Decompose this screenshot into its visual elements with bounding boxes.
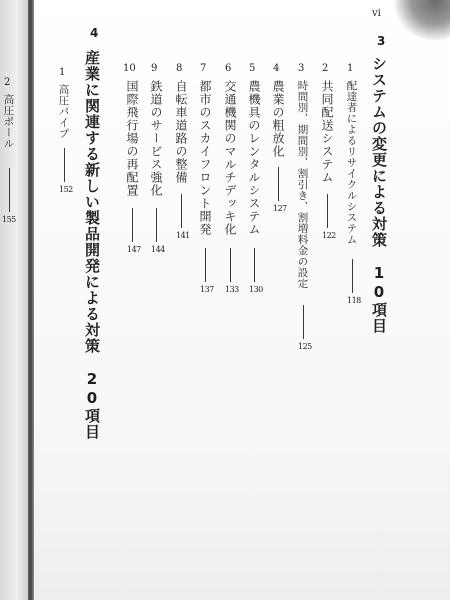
section4-number: 4	[90, 26, 99, 40]
toc-item-number: 7	[200, 63, 207, 74]
toc-item-number: 4	[273, 63, 280, 74]
toc-item-number: 2	[322, 63, 329, 74]
toc-item-page: 133	[225, 285, 239, 294]
toc-item-title: 農機具のレンタルシステム	[247, 80, 261, 236]
toc-item-title: 自転車道路の整備	[174, 80, 188, 184]
toc-item-page: 127	[273, 204, 287, 213]
left-item-title: 高圧ポール	[2, 94, 15, 149]
toc-item-number: 6	[225, 63, 232, 74]
toc-item-title: 高圧パイプ	[57, 84, 70, 139]
left-leader-line	[9, 168, 10, 212]
toc-leader-line	[254, 248, 255, 282]
corner-shadow	[390, 0, 450, 40]
section3-number: 3	[377, 34, 386, 48]
toc-item-number: 1	[59, 67, 66, 78]
toc-item-number: 1	[347, 63, 354, 74]
toc-leader-line	[205, 248, 206, 282]
toc-item-page: 152	[59, 184, 73, 194]
toc-leader-line	[230, 248, 231, 282]
toc-leader-line	[327, 194, 328, 228]
toc-item-page: 144	[151, 244, 165, 254]
toc-item-title: 鉄道のサービス強化	[149, 80, 163, 197]
toc-item-title: 交通機関のマルチデッキ化	[223, 80, 237, 236]
toc-item-page: 125	[298, 341, 312, 351]
toc-item-title: 農業の粗放化	[271, 80, 285, 158]
toc-item-title: 都市のスカイフロント開発	[198, 80, 212, 236]
page-roman-number: vi	[372, 8, 381, 19]
toc-leader-line	[156, 208, 157, 242]
toc-leader-line	[181, 194, 182, 228]
toc-leader-line	[132, 208, 133, 242]
toc-leader-line	[303, 305, 304, 339]
toc-item-page: 122	[322, 231, 336, 240]
toc-item-title: 国際飛行場の再配置	[125, 80, 139, 197]
toc-item-number: 8	[176, 63, 183, 74]
toc-item-number: 3	[298, 63, 305, 74]
toc-item-title: 共同配送システム	[320, 80, 334, 184]
section4-title: 産業に関連する新しい製品開発による対策 20項目	[83, 50, 101, 440]
toc-item-page: 137	[200, 285, 214, 294]
toc-item-number: 5	[249, 63, 256, 74]
section3-title: システムの変更による対策 10項目	[370, 56, 388, 334]
toc-item-number: 10	[123, 63, 136, 74]
toc-leader-line	[64, 148, 65, 182]
toc-leader-line	[278, 167, 279, 201]
toc-item-page: 141	[176, 231, 190, 240]
toc-leader-line	[352, 259, 353, 293]
toc-item-number: 9	[151, 63, 158, 74]
toc-item-page: 147	[127, 244, 141, 254]
toc-item-title: 時間別、期間別、割引き、割増料金の設定	[296, 80, 309, 289]
toc-item-title: 配達者によるリサイクルシステム	[345, 80, 358, 245]
toc-item-page: 130	[249, 285, 263, 294]
page-gutter	[28, 0, 34, 600]
left-item-number: 2	[4, 77, 11, 88]
left-page	[0, 0, 28, 600]
left-item-page: 155	[2, 215, 16, 224]
toc-item-page: 118	[347, 295, 361, 305]
